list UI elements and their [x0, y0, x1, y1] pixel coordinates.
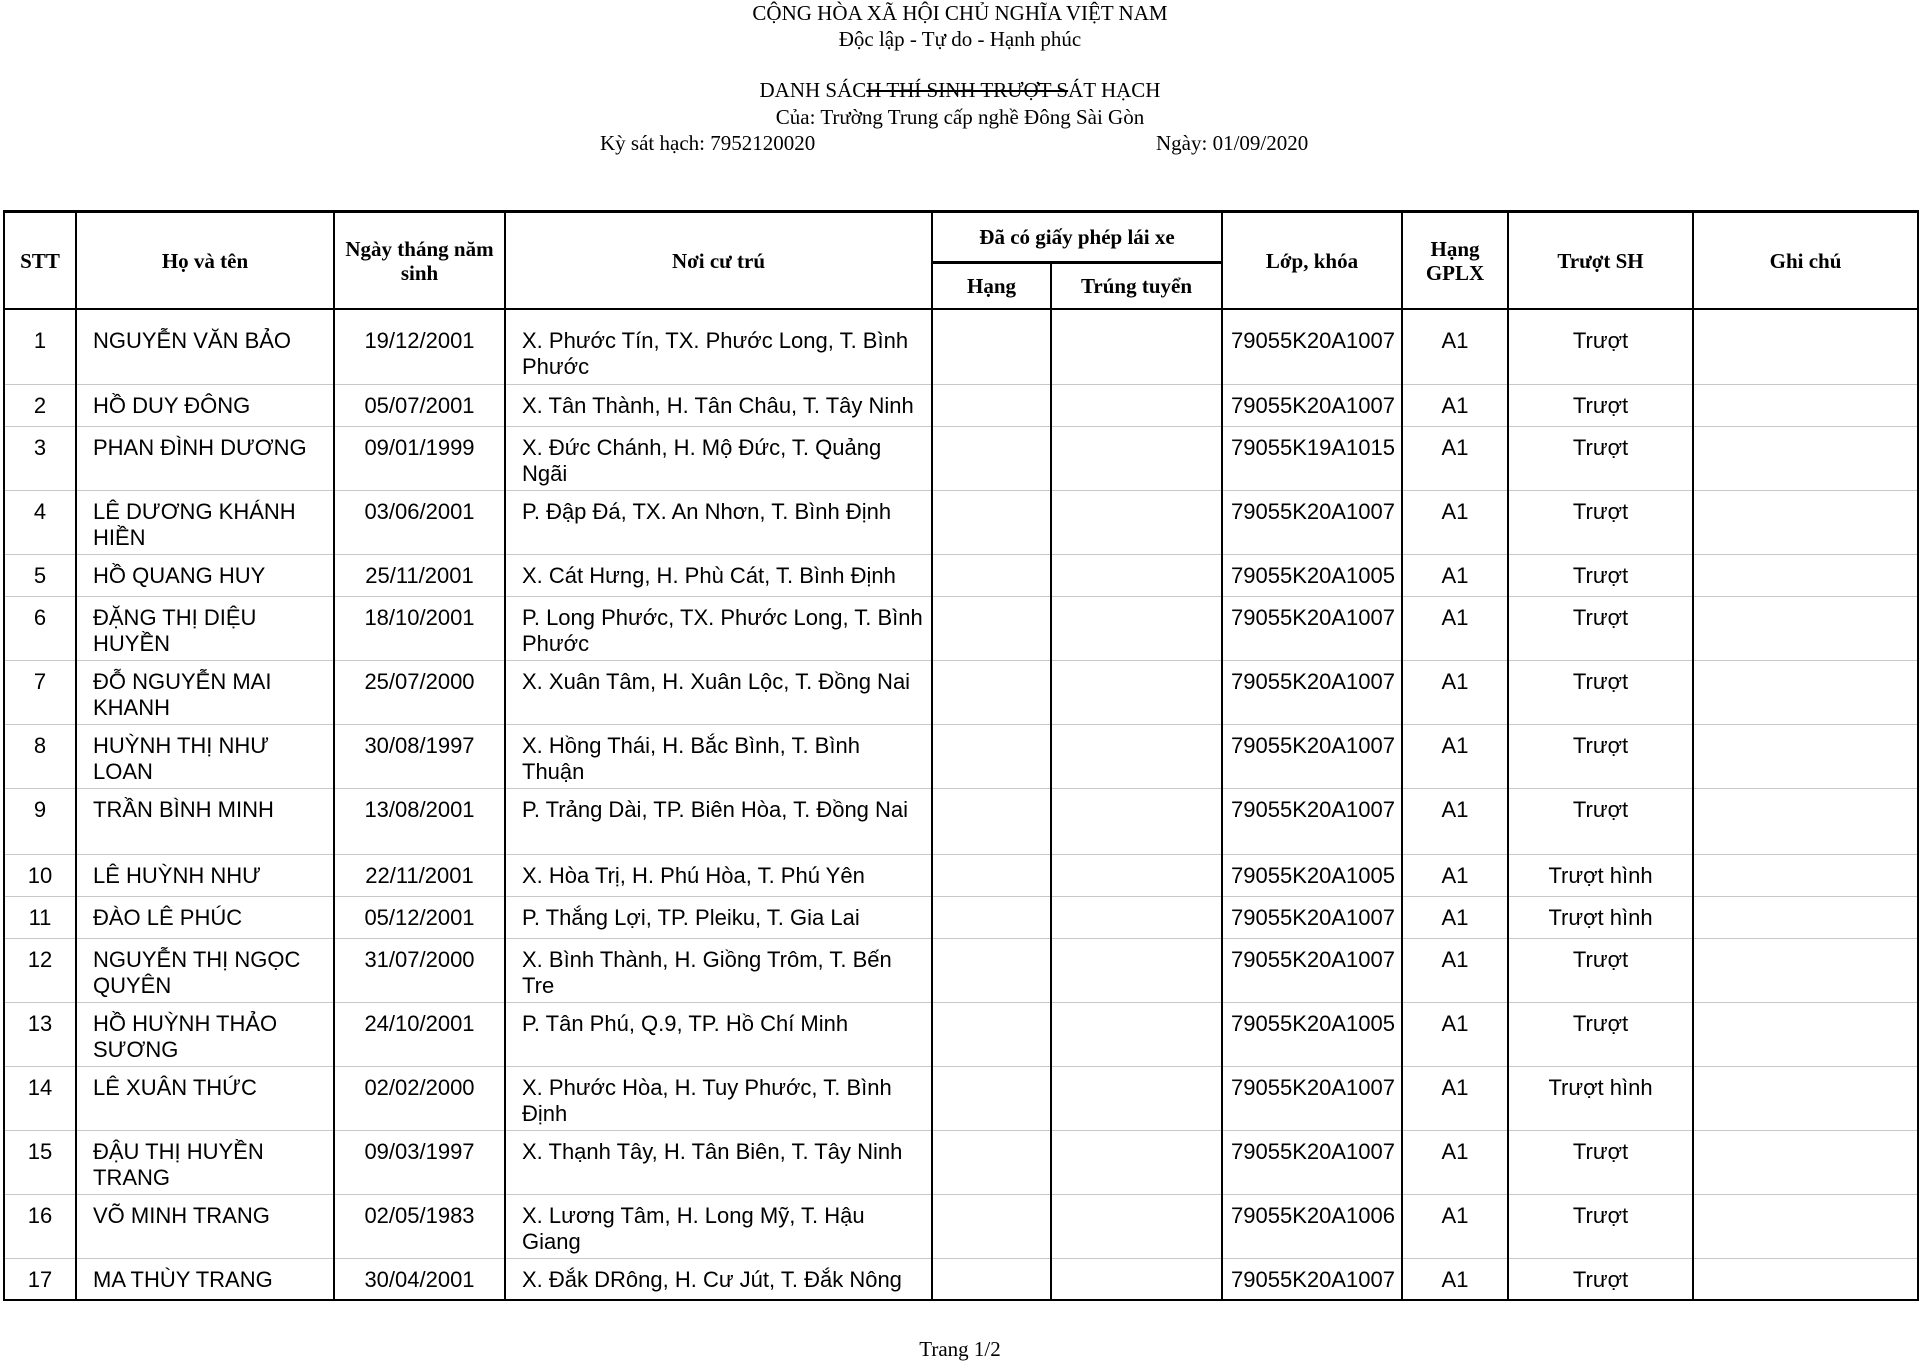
cell-license-class: [932, 384, 1051, 426]
cell-license-class: [932, 320, 1051, 384]
table-row: [4, 320, 1918, 384]
cell-name: NGUYỄN VĂN BẢO: [76, 320, 334, 384]
cell-name: HUỲNH THỊ NHƯ LOAN: [76, 724, 334, 788]
cell-dob: 18/10/2001: [334, 596, 505, 660]
national-title: CỘNG HÒA XÃ HỘI CHỦ NGHĨA VIỆT NAM: [752, 1, 1168, 25]
cell-name: ĐÀO LÊ PHÚC: [76, 896, 334, 938]
cell-dob: 24/10/2001: [334, 1002, 505, 1066]
cell-license-class: [932, 1258, 1051, 1300]
cell-course: 79055K20A1005: [1222, 554, 1402, 596]
cell-name: TRẦN BÌNH MINH: [76, 788, 334, 854]
cell-fail: Trượt: [1508, 490, 1693, 554]
cell-course: 79055K20A1007: [1222, 660, 1402, 724]
cell-course: 79055K20A1007: [1222, 1066, 1402, 1130]
cell-note: [1693, 854, 1918, 896]
cell-dob: 30/04/2001: [334, 1258, 505, 1300]
cell-stt: 2: [4, 384, 76, 426]
cell-note: [1693, 384, 1918, 426]
cell-stt: 13: [4, 1002, 76, 1066]
document-title: [0, 77, 1920, 103]
cell-fail: Trượt hình: [1508, 1066, 1693, 1130]
cell-address: X. Phước Tín, TX. Phước Long, T. Bình Phước: [505, 320, 932, 384]
cell-name: HỒ HUỲNH THẢO SƯƠNG: [76, 1002, 334, 1066]
cell-license-admitted: [1051, 320, 1222, 384]
cell-gplx: A1: [1402, 554, 1508, 596]
cell-address: X. Tân Thành, H. Tân Châu, T. Tây Ninh: [505, 384, 932, 426]
col-name: Họ và tên: [76, 212, 334, 310]
cell-name: HỒ QUANG HUY: [76, 554, 334, 596]
cell-license-class: [932, 938, 1051, 1002]
cell-license-admitted: [1051, 1194, 1222, 1258]
cell-note: [1693, 1002, 1918, 1066]
cell-gplx: A1: [1402, 788, 1508, 854]
cell-stt: 15: [4, 1130, 76, 1194]
cell-fail: Trượt: [1508, 1002, 1693, 1066]
cell-address: P. Long Phước, TX. Phước Long, T. Bình Phước: [505, 596, 932, 660]
cell-address: X. Hòa Trị, H. Phú Hòa, T. Phú Yên: [505, 854, 932, 896]
table-row: [4, 724, 1918, 788]
cell-license-admitted: [1051, 724, 1222, 788]
cell-stt: 17: [4, 1258, 76, 1300]
table-row: [4, 490, 1918, 554]
cell-course: 79055K20A1007: [1222, 724, 1402, 788]
cell-gplx: A1: [1402, 384, 1508, 426]
cell-course: 79055K20A1005: [1222, 1002, 1402, 1066]
table-row: [4, 1194, 1918, 1258]
cell-course: 79055K19A1015: [1222, 426, 1402, 490]
cell-license-admitted: [1051, 896, 1222, 938]
cell-stt: 14: [4, 1066, 76, 1130]
cell-fail: Trượt: [1508, 724, 1693, 788]
cell-license-class: [932, 788, 1051, 854]
cell-license-admitted: [1051, 1258, 1222, 1300]
cell-name: LÊ DƯƠNG KHÁNH HIỀN: [76, 490, 334, 554]
cell-gplx: A1: [1402, 1066, 1508, 1130]
cell-dob: 19/12/2001: [334, 320, 505, 384]
cell-license-class: [932, 1002, 1051, 1066]
cell-dob: 31/07/2000: [334, 938, 505, 1002]
cell-dob: 22/11/2001: [334, 854, 505, 896]
cell-course: 79055K20A1007: [1222, 490, 1402, 554]
cell-fail: Trượt hình: [1508, 896, 1693, 938]
cell-license-class: [932, 1194, 1051, 1258]
cell-note: [1693, 554, 1918, 596]
cell-license-admitted: [1051, 854, 1222, 896]
cell-gplx: A1: [1402, 854, 1508, 896]
cell-stt: 9: [4, 788, 76, 854]
cell-license-class: [932, 490, 1051, 554]
cell-address: X. Hồng Thái, H. Bắc Bình, T. Bình Thuận: [505, 724, 932, 788]
cell-address: X. Bình Thành, H. Giồng Trôm, T. Bến Tre: [505, 938, 932, 1002]
cell-gplx: A1: [1402, 724, 1508, 788]
cell-dob: 05/07/2001: [334, 384, 505, 426]
cell-stt: 7: [4, 660, 76, 724]
col-license-group: Đã có giấy phép lái xe: [932, 212, 1222, 263]
table-row: [4, 1130, 1918, 1194]
cell-license-class: [932, 426, 1051, 490]
exam-date: Ngày: 01/09/2020: [1156, 131, 1309, 155]
col-license-admitted: Trúng tuyển: [1051, 263, 1222, 310]
col-gplx-class: Hạng GPLX: [1402, 212, 1508, 310]
col-course: Lớp, khóa: [1222, 212, 1402, 310]
table-row: [4, 384, 1918, 426]
cell-fail: Trượt hình: [1508, 854, 1693, 896]
cell-address: P. Trảng Dài, TP. Biên Hòa, T. Đồng Nai: [505, 788, 932, 854]
table-row: [4, 1066, 1918, 1130]
table-spacer: [4, 309, 1918, 320]
cell-fail: Trượt: [1508, 426, 1693, 490]
cell-gplx: A1: [1402, 320, 1508, 384]
cell-stt: 6: [4, 596, 76, 660]
cell-name: PHAN ĐÌNH DƯƠNG: [76, 426, 334, 490]
cell-course: 79055K20A1007: [1222, 1258, 1402, 1300]
cell-stt: 3: [4, 426, 76, 490]
cell-license-class: [932, 1130, 1051, 1194]
cell-address: X. Đắk DRông, H. Cư Jút, T. Đắk Nông: [505, 1258, 932, 1300]
cell-license-class: [932, 554, 1051, 596]
cell-license-class: [932, 596, 1051, 660]
cell-note: [1693, 1066, 1918, 1130]
cell-fail: Trượt: [1508, 554, 1693, 596]
cell-gplx: A1: [1402, 490, 1508, 554]
page-number: Trang 1/2: [919, 1337, 1001, 1361]
cell-fail: Trượt: [1508, 320, 1693, 384]
cell-name: LÊ XUÂN THỨC: [76, 1066, 334, 1130]
cell-address: P. Đập Đá, TX. An Nhơn, T. Bình Định: [505, 490, 932, 554]
cell-course: 79055K20A1007: [1222, 1130, 1402, 1194]
cell-gplx: A1: [1402, 1130, 1508, 1194]
cell-license-class: [932, 724, 1051, 788]
cell-dob: 05/12/2001: [334, 896, 505, 938]
col-license-class: Hạng: [932, 263, 1051, 310]
cell-name: HỒ DUY ĐÔNG: [76, 384, 334, 426]
cell-license-admitted: [1051, 554, 1222, 596]
col-fail: Trượt SH: [1508, 212, 1693, 310]
cell-dob: 02/05/1983: [334, 1194, 505, 1258]
cell-stt: 10: [4, 854, 76, 896]
table-row: [4, 596, 1918, 660]
col-address: Nơi cư trú: [505, 212, 932, 310]
col-stt: STT: [4, 212, 76, 310]
cell-note: [1693, 1130, 1918, 1194]
cell-gplx: A1: [1402, 1002, 1508, 1066]
cell-note: [1693, 896, 1918, 938]
table-row: [4, 1002, 1918, 1066]
cell-dob: 30/08/1997: [334, 724, 505, 788]
cell-address: X. Đức Chánh, H. Mộ Đức, T. Quảng Ngãi: [505, 426, 932, 490]
cell-note: [1693, 320, 1918, 384]
table-row: [4, 938, 1918, 1002]
cell-address: X. Thạnh Tây, H. Tân Biên, T. Tây Ninh: [505, 1130, 932, 1194]
cell-license-admitted: [1051, 490, 1222, 554]
cell-dob: 09/03/1997: [334, 1130, 505, 1194]
cell-gplx: A1: [1402, 1258, 1508, 1300]
table-row: [4, 426, 1918, 490]
national-motto: Độc lập - Tự do - Hạnh phúc: [838, 27, 1082, 51]
cell-course: 79055K20A1007: [1222, 384, 1402, 426]
col-note: Ghi chú: [1693, 212, 1918, 310]
cell-fail: Trượt: [1508, 788, 1693, 854]
cell-license-admitted: [1051, 1002, 1222, 1066]
exam-session: Kỳ sát hạch: 7952120020: [600, 131, 816, 155]
cell-fail: Trượt: [1508, 596, 1693, 660]
cell-name: ĐỖ NGUYỄN MAI KHANH: [76, 660, 334, 724]
cell-fail: Trượt: [1508, 1194, 1693, 1258]
table-row: [4, 660, 1918, 724]
cell-dob: 02/02/2000: [334, 1066, 505, 1130]
table-row: [4, 788, 1918, 854]
cell-course: 79055K20A1005: [1222, 854, 1402, 896]
cell-dob: 25/07/2000: [334, 660, 505, 724]
cell-course: 79055K20A1007: [1222, 320, 1402, 384]
cell-dob: 03/06/2001: [334, 490, 505, 554]
cell-gplx: A1: [1402, 1194, 1508, 1258]
title-suffix: ÁT HẠCH: [1068, 78, 1161, 102]
cell-note: [1693, 1194, 1918, 1258]
title-prefix: DANH SÁC: [759, 78, 867, 102]
cell-fail: Trượt: [1508, 384, 1693, 426]
cell-note: [1693, 788, 1918, 854]
cell-license-admitted: [1051, 384, 1222, 426]
cell-gplx: A1: [1402, 660, 1508, 724]
cell-address: P. Tân Phú, Q.9, TP. Hồ Chí Minh: [505, 1002, 932, 1066]
cell-dob: 25/11/2001: [334, 554, 505, 596]
cell-license-admitted: [1051, 788, 1222, 854]
cell-course: 79055K20A1007: [1222, 938, 1402, 1002]
cell-stt: 12: [4, 938, 76, 1002]
table-row: [4, 896, 1918, 938]
cell-license-class: [932, 854, 1051, 896]
cell-license-class: [932, 660, 1051, 724]
cell-course: 79055K20A1007: [1222, 596, 1402, 660]
cell-stt: 1: [4, 320, 76, 384]
cell-license-admitted: [1051, 938, 1222, 1002]
cell-address: X. Cát Hưng, H. Phù Cát, T. Bình Định: [505, 554, 932, 596]
cell-dob: 13/08/2001: [334, 788, 505, 854]
cell-gplx: A1: [1402, 426, 1508, 490]
cell-stt: 16: [4, 1194, 76, 1258]
cell-name: MA THÙY TRANG: [76, 1258, 334, 1300]
cell-fail: Trượt: [1508, 1258, 1693, 1300]
cell-gplx: A1: [1402, 938, 1508, 1002]
cell-license-class: [932, 896, 1051, 938]
cell-note: [1693, 660, 1918, 724]
title-struck-part: H THÍ SINH TRƯỢT S: [866, 78, 1069, 102]
cell-address: P. Thắng Lợi, TP. Pleiku, T. Gia Lai: [505, 896, 932, 938]
cell-note: [1693, 596, 1918, 660]
cell-license-class: [932, 1066, 1051, 1130]
cell-course: 79055K20A1006: [1222, 1194, 1402, 1258]
cell-license-admitted: [1051, 426, 1222, 490]
cell-fail: Trượt: [1508, 660, 1693, 724]
cell-stt: 5: [4, 554, 76, 596]
cell-note: [1693, 1258, 1918, 1300]
cell-stt: 4: [4, 490, 76, 554]
cell-license-admitted: [1051, 596, 1222, 660]
cell-gplx: A1: [1402, 596, 1508, 660]
cell-fail: Trượt: [1508, 1130, 1693, 1194]
cell-license-admitted: [1051, 660, 1222, 724]
cell-name: NGUYỄN THỊ NGỌC QUYÊN: [76, 938, 334, 1002]
cell-address: X. Phước Hòa, H. Tuy Phước, T. Bình Định: [505, 1066, 932, 1130]
cell-course: 79055K20A1007: [1222, 788, 1402, 854]
table-row: [4, 554, 1918, 596]
cell-address: X. Lương Tâm, H. Long Mỹ, T. Hậu Giang: [505, 1194, 932, 1258]
cell-fail: Trượt: [1508, 938, 1693, 1002]
cell-name: ĐẬU THỊ HUYỀN TRANG: [76, 1130, 334, 1194]
cell-gplx: A1: [1402, 896, 1508, 938]
cell-stt: 8: [4, 724, 76, 788]
cell-note: [1693, 426, 1918, 490]
cell-course: 79055K20A1007: [1222, 896, 1402, 938]
failed-candidates-table: [3, 210, 1919, 1301]
cell-license-admitted: [1051, 1130, 1222, 1194]
cell-name: VÕ MINH TRANG: [76, 1194, 334, 1258]
cell-name: ĐẶNG THỊ DIỆU HUYỀN: [76, 596, 334, 660]
cell-note: [1693, 724, 1918, 788]
organization: Của: Trường Trung cấp nghề Đông Sài Gòn: [775, 105, 1145, 129]
table-row: [4, 854, 1918, 896]
cell-license-admitted: [1051, 1066, 1222, 1130]
cell-name: LÊ HUỲNH NHƯ: [76, 854, 334, 896]
cell-dob: 09/01/1999: [334, 426, 505, 490]
cell-note: [1693, 490, 1918, 554]
table-row: [4, 1258, 1918, 1300]
col-dob: Ngày tháng năm sinh: [334, 212, 505, 310]
cell-address: X. Xuân Tâm, H. Xuân Lộc, T. Đồng Nai: [505, 660, 932, 724]
cell-stt: 11: [4, 896, 76, 938]
cell-note: [1693, 938, 1918, 1002]
